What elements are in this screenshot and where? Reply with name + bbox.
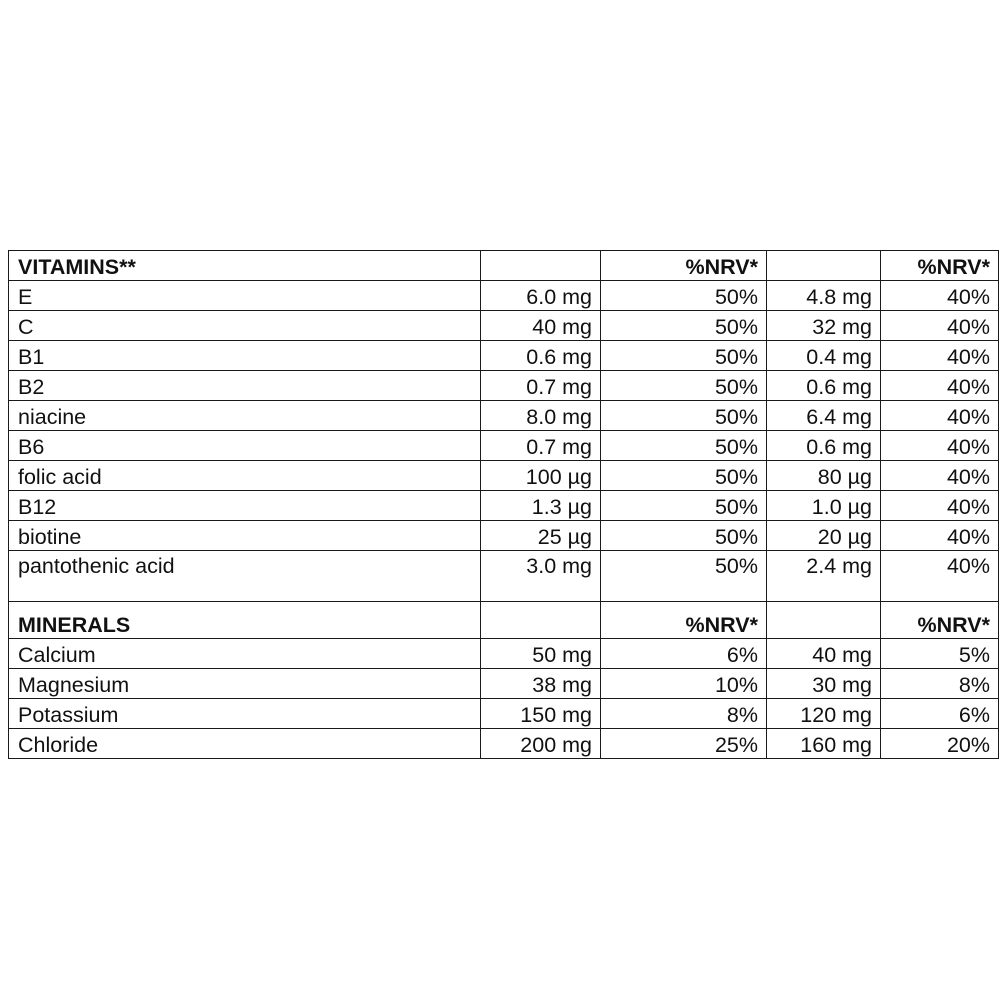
- amount-2-cell: 30 mg: [767, 669, 881, 699]
- nrv-2-cell: 40%: [881, 521, 999, 551]
- amount-2-cell: 6.4 mg: [767, 401, 881, 431]
- nrv-2-cell: 40%: [881, 491, 999, 521]
- amount-1-cell: 25 µg: [481, 521, 601, 551]
- header-nrv-2: %NRV*: [881, 602, 999, 639]
- nrv-2-cell: 40%: [881, 371, 999, 401]
- table-row: [9, 341, 999, 371]
- vitamin-name: B12: [9, 491, 481, 521]
- vitamin-name: biotine: [9, 521, 481, 551]
- amount-2-cell: 40 mg: [767, 639, 881, 669]
- table-row: [9, 729, 999, 759]
- nrv-2-cell: 40%: [881, 341, 999, 371]
- nrv-1-cell: 50%: [601, 521, 767, 551]
- nrv-1-cell: 50%: [601, 401, 767, 431]
- nrv-2-cell: 20%: [881, 729, 999, 759]
- table-row: [9, 281, 999, 311]
- vitamin-name: pantothenic acid: [9, 551, 481, 602]
- nrv-1-cell: 50%: [601, 491, 767, 521]
- amount-1-cell: 100 µg: [481, 461, 601, 491]
- amount-1-cell: 150 mg: [481, 699, 601, 729]
- table-row: [9, 699, 999, 729]
- amount-2-cell: 0.6 mg: [767, 431, 881, 461]
- amount-2-cell: 120 mg: [767, 699, 881, 729]
- nrv-1-cell: 50%: [601, 371, 767, 401]
- minerals-header-row: [9, 602, 999, 639]
- amount-1-cell: 8.0 mg: [481, 401, 601, 431]
- vitamin-name: B6: [9, 431, 481, 461]
- table-body: [9, 251, 999, 759]
- nrv-1-cell: 10%: [601, 669, 767, 699]
- mineral-name: Potassium: [9, 699, 481, 729]
- table-row: [9, 461, 999, 491]
- vitamin-name: B2: [9, 371, 481, 401]
- amount-2-cell: 80 µg: [767, 461, 881, 491]
- table-row: [9, 521, 999, 551]
- amount-2-cell: 2.4 mg: [767, 551, 881, 602]
- vitamin-name: C: [9, 311, 481, 341]
- amount-1-cell: 0.7 mg: [481, 371, 601, 401]
- nrv-1-cell: 50%: [601, 431, 767, 461]
- amount-2-cell: 20 µg: [767, 521, 881, 551]
- vitamin-name: B1: [9, 341, 481, 371]
- nrv-2-cell: 40%: [881, 281, 999, 311]
- table-row: [9, 401, 999, 431]
- minerals-section-title: MINERALS: [9, 602, 481, 639]
- header-amount-2: [767, 602, 881, 639]
- nrv-2-cell: 40%: [881, 461, 999, 491]
- table-row: [9, 431, 999, 461]
- vitamins-section-title: VITAMINS**: [9, 251, 481, 281]
- amount-2-cell: 0.4 mg: [767, 341, 881, 371]
- nrv-1-cell: 50%: [601, 461, 767, 491]
- vitamin-name: niacine: [9, 401, 481, 431]
- amount-1-cell: 40 mg: [481, 311, 601, 341]
- header-amount-1: [481, 602, 601, 639]
- amount-2-cell: 32 mg: [767, 311, 881, 341]
- vitamin-name: folic acid: [9, 461, 481, 491]
- mineral-name: Chloride: [9, 729, 481, 759]
- header-nrv-2: %NRV*: [881, 251, 999, 281]
- nrv-2-cell: 40%: [881, 311, 999, 341]
- amount-1-cell: 38 mg: [481, 669, 601, 699]
- nutrition-table: [8, 250, 999, 759]
- mineral-name: Calcium: [9, 639, 481, 669]
- amount-2-cell: 4.8 mg: [767, 281, 881, 311]
- table-row: [9, 669, 999, 699]
- mineral-name: Magnesium: [9, 669, 481, 699]
- amount-2-cell: 160 mg: [767, 729, 881, 759]
- table-row: [9, 551, 999, 602]
- nrv-1-cell: 50%: [601, 281, 767, 311]
- nrv-2-cell: 6%: [881, 699, 999, 729]
- nrv-1-cell: 25%: [601, 729, 767, 759]
- nrv-2-cell: 8%: [881, 669, 999, 699]
- table-row: [9, 491, 999, 521]
- nrv-2-cell: 5%: [881, 639, 999, 669]
- amount-1-cell: 0.7 mg: [481, 431, 601, 461]
- header-nrv-1: %NRV*: [601, 602, 767, 639]
- amount-2-cell: 1.0 µg: [767, 491, 881, 521]
- header-nrv-1: %NRV*: [601, 251, 767, 281]
- table-row: [9, 639, 999, 669]
- header-amount-2: [767, 251, 881, 281]
- header-amount-1: [481, 251, 601, 281]
- table-row: [9, 371, 999, 401]
- nrv-2-cell: 40%: [881, 401, 999, 431]
- amount-1-cell: 3.0 mg: [481, 551, 601, 602]
- table-row: [9, 311, 999, 341]
- amount-2-cell: 0.6 mg: [767, 371, 881, 401]
- nrv-1-cell: 50%: [601, 341, 767, 371]
- amount-1-cell: 6.0 mg: [481, 281, 601, 311]
- nrv-2-cell: 40%: [881, 551, 999, 602]
- nrv-1-cell: 8%: [601, 699, 767, 729]
- amount-1-cell: 50 mg: [481, 639, 601, 669]
- amount-1-cell: 200 mg: [481, 729, 601, 759]
- nrv-1-cell: 6%: [601, 639, 767, 669]
- nrv-1-cell: 50%: [601, 311, 767, 341]
- amount-1-cell: 0.6 mg: [481, 341, 601, 371]
- vitamins-header-row: [9, 251, 999, 281]
- vitamin-name: E: [9, 281, 481, 311]
- amount-1-cell: 1.3 µg: [481, 491, 601, 521]
- nrv-1-cell: 50%: [601, 551, 767, 602]
- nrv-2-cell: 40%: [881, 431, 999, 461]
